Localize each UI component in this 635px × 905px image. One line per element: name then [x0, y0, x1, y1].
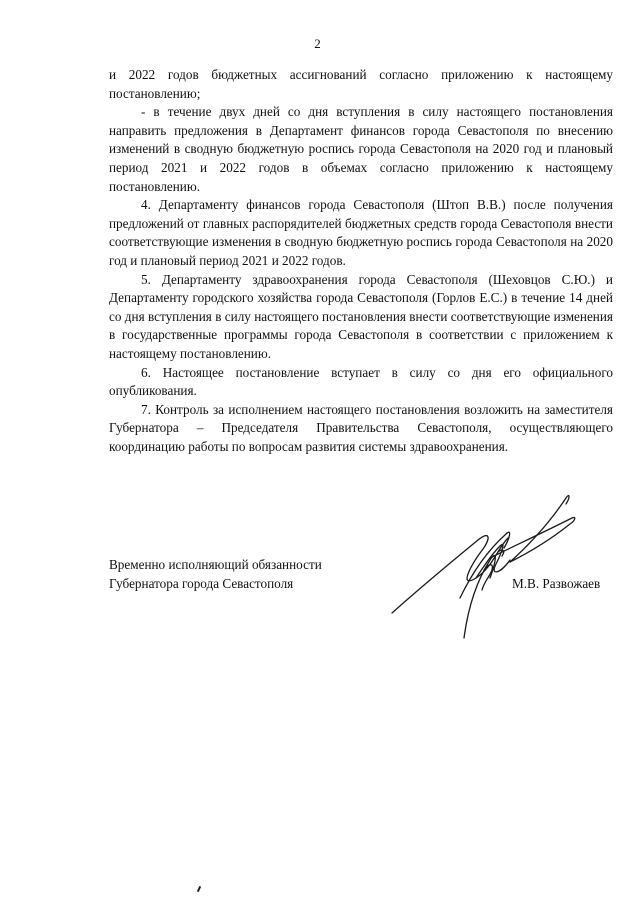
signer-title-line-1: Временно исполняющий обязанности — [109, 557, 322, 572]
handwritten-signature — [380, 478, 620, 678]
stray-mark — [197, 886, 201, 892]
signer-name: М.В. Развожаев — [512, 575, 601, 591]
paragraph-item-7: 7. Контроль за исполнением настоящего постановления возложить на заместителя Губернатора – Председателя Правительства Севастополя, осуществляющего координацию работы по вопросам развития системы здравоохранения. — [109, 401, 613, 454]
document-body — [109, 66, 613, 456]
paragraph-item-5: 5. Департаменту здравоохранения города Севастополя (Шеховцов С.Ю.) и Департаменту городского хозяйства города Севастополя (Горлов Е.С.) в течение 14 дней со дня вступления в силу настоящего постановления внести соответствующие изменения в государственные программы города Севастополя в соответствии с приложением к настоящему постановлению. — [109, 271, 613, 361]
paragraph-continuation: и 2022 годов бюджетных ассигнований согласно приложению к настоящему постановлению; — [109, 67, 613, 101]
paragraph-item-4: 4. Департаменту финансов города Севастополя (Штоп В.В.) после получения предложений от главных распорядителей бюджетных средств города Севастополя внести соответствующие изменения в сводную бюджетную роспись города Севастополя на 2020 год и плановый период 2021 и 2022 годов. — [109, 197, 613, 268]
page-number: 2 — [314, 36, 321, 51]
paragraph-item-6: 6. Настоящее постановление вступает в силу со дня его официального опубликования. — [109, 364, 613, 399]
signer-title-line-2: Губернатора города Севастополя — [109, 575, 294, 591]
paragraph-bullet-proposals: - в течение двух дней со дня вступления в силу настоящего постановления направить предложения в Департамент финансов города Севастополя по внесению изменений в сводную бюджетную роспись города Севастополя на 2020 год и плановый период 2021 и 2022 годов в объемах согласно приложению к настоящему постановлению. — [109, 104, 613, 194]
